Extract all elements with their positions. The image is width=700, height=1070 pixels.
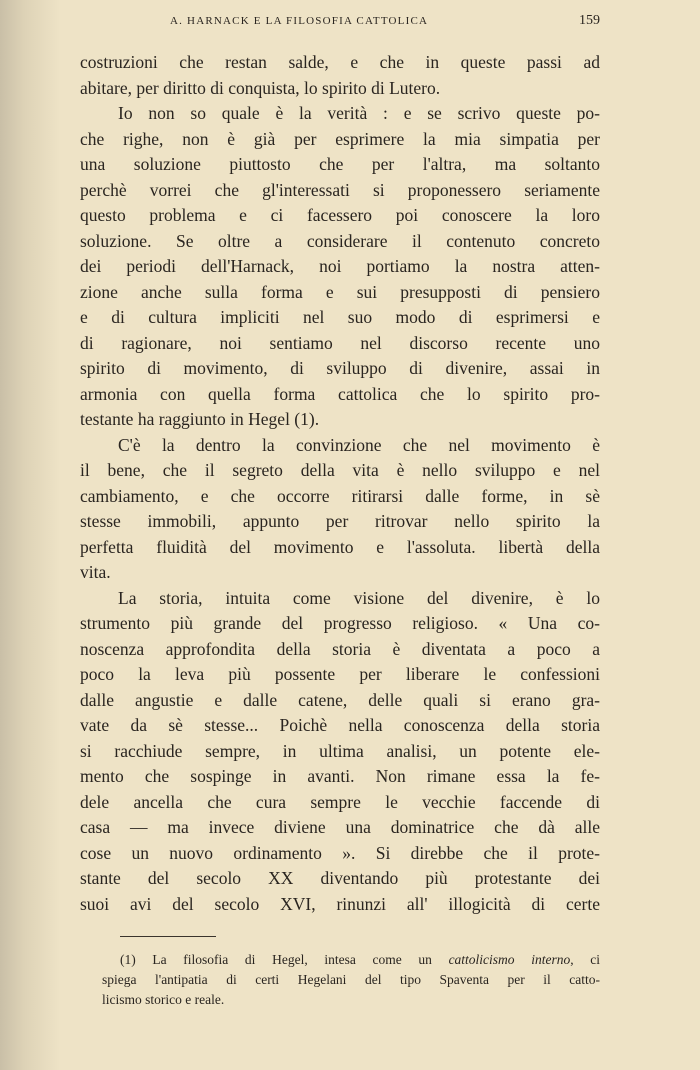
footnote-rule	[120, 936, 216, 937]
page-gutter-shadow	[0, 0, 60, 1070]
page-header	[80, 13, 600, 35]
footnote-line: licismo storico e reale.	[102, 992, 225, 1007]
text-line: perfetta fluidità del movimento e l'assoluta. libertà della	[80, 536, 600, 557]
text-line: stante del secolo XX diventando più protestante dei	[80, 868, 600, 888]
page-number: 159	[579, 13, 600, 28]
text-line: perchè vorrei che gl'interessati si proponessero seriamente	[80, 179, 600, 200]
footnote-text: , ci	[570, 952, 600, 967]
text-line: dei periodi dell'Harnack, noi portiamo la nostra atten-	[80, 256, 600, 276]
text-line: questo problema e ci facessero poi conoscere la loro	[80, 205, 600, 225]
text-line: zione anche sulla forma e sui presupposti di pensiero	[80, 281, 600, 302]
text-line: cose un nuovo ordinamento ». Si direbbe che il prote-	[80, 842, 600, 863]
text-line: spirito di movimento, di sviluppo di divenire, assai in	[80, 358, 600, 378]
footnote-line: spiega l'antipatia di certi Hegelani del tipo Spaventa per il catto-	[102, 972, 600, 987]
text-line: una soluzione piuttosto che per l'altra, ma soltanto	[80, 154, 600, 174]
text-line: mento che sospinge in avanti. Non rimane essa la fe-	[80, 766, 600, 786]
paragraph-start-line: La storia, intuita come visione del divenire, è lo	[118, 587, 600, 608]
body-text	[80, 50, 600, 917]
paragraph-start-line: Io non so quale è la verità : e se scrivo queste po-	[118, 103, 600, 123]
text-line: noscenza approfondita della storia è diventata a poco a	[80, 638, 600, 659]
text-line: dele ancella che cura sempre le vecchie faccende di	[80, 791, 600, 812]
footnote	[102, 950, 600, 1010]
text-line: il bene, che il segreto della vita è nello sviluppo e nel	[80, 460, 600, 480]
footnote-text: (1) La filosofia di Hegel, intesa come un	[120, 952, 449, 967]
text-line: stesse immobili, appunto per ritrovar nello spirito la	[80, 511, 600, 531]
text-line: cambiamento, e che occorre ritirarsi dalle forme, in sè	[80, 485, 600, 506]
text-line: abitare, per diritto di conquista, lo spirito di Lutero.	[80, 77, 441, 98]
text-line: casa — ma invece diviene una dominatrice che dà alle	[80, 817, 600, 837]
text-line: vita.	[80, 562, 111, 582]
text-line: di ragionare, noi sentiamo nel discorso recente uno	[80, 332, 600, 353]
paragraph-start-line: C'è la dentro la convinzione che nel movimento è	[118, 434, 600, 455]
text-line: strumento più grande del progresso religioso. « Una co-	[80, 613, 600, 633]
text-line: e di cultura impliciti nel suo modo di esprimersi e	[80, 307, 600, 327]
footnote-line	[102, 950, 600, 970]
text-line: vate da sè stesse... Poichè nella conoscenza della storia	[80, 715, 600, 735]
text-line: dalle angustie e dalle catene, delle quali si erano gra-	[80, 689, 600, 710]
text-line: si racchiude sempre, in ultima analisi, un potente ele-	[80, 740, 600, 761]
text-line: che righe, non è già per esprimere la mia simpatia per	[80, 128, 600, 149]
text-line: testante ha raggiunto in Hegel (1).	[80, 409, 320, 429]
text-line: soluzione. Se oltre a considerare il contenuto concreto	[80, 230, 600, 251]
running-head: A. HARNACK E LA FILOSOFIA CATTOLICA	[170, 15, 429, 27]
text-line: armonia con quella forma cattolica che lo spirito pro-	[80, 383, 600, 404]
text-line: suoi avi del secolo XVI, rinunzi all' illogicità di certe	[80, 893, 600, 914]
footnote-emphasis: cattolicismo interno	[448, 952, 571, 967]
text-line: costruzioni che restan salde, e che in queste passi ad	[80, 52, 600, 72]
text-line: poco la leva più possente per liberare le confessioni	[80, 664, 600, 684]
